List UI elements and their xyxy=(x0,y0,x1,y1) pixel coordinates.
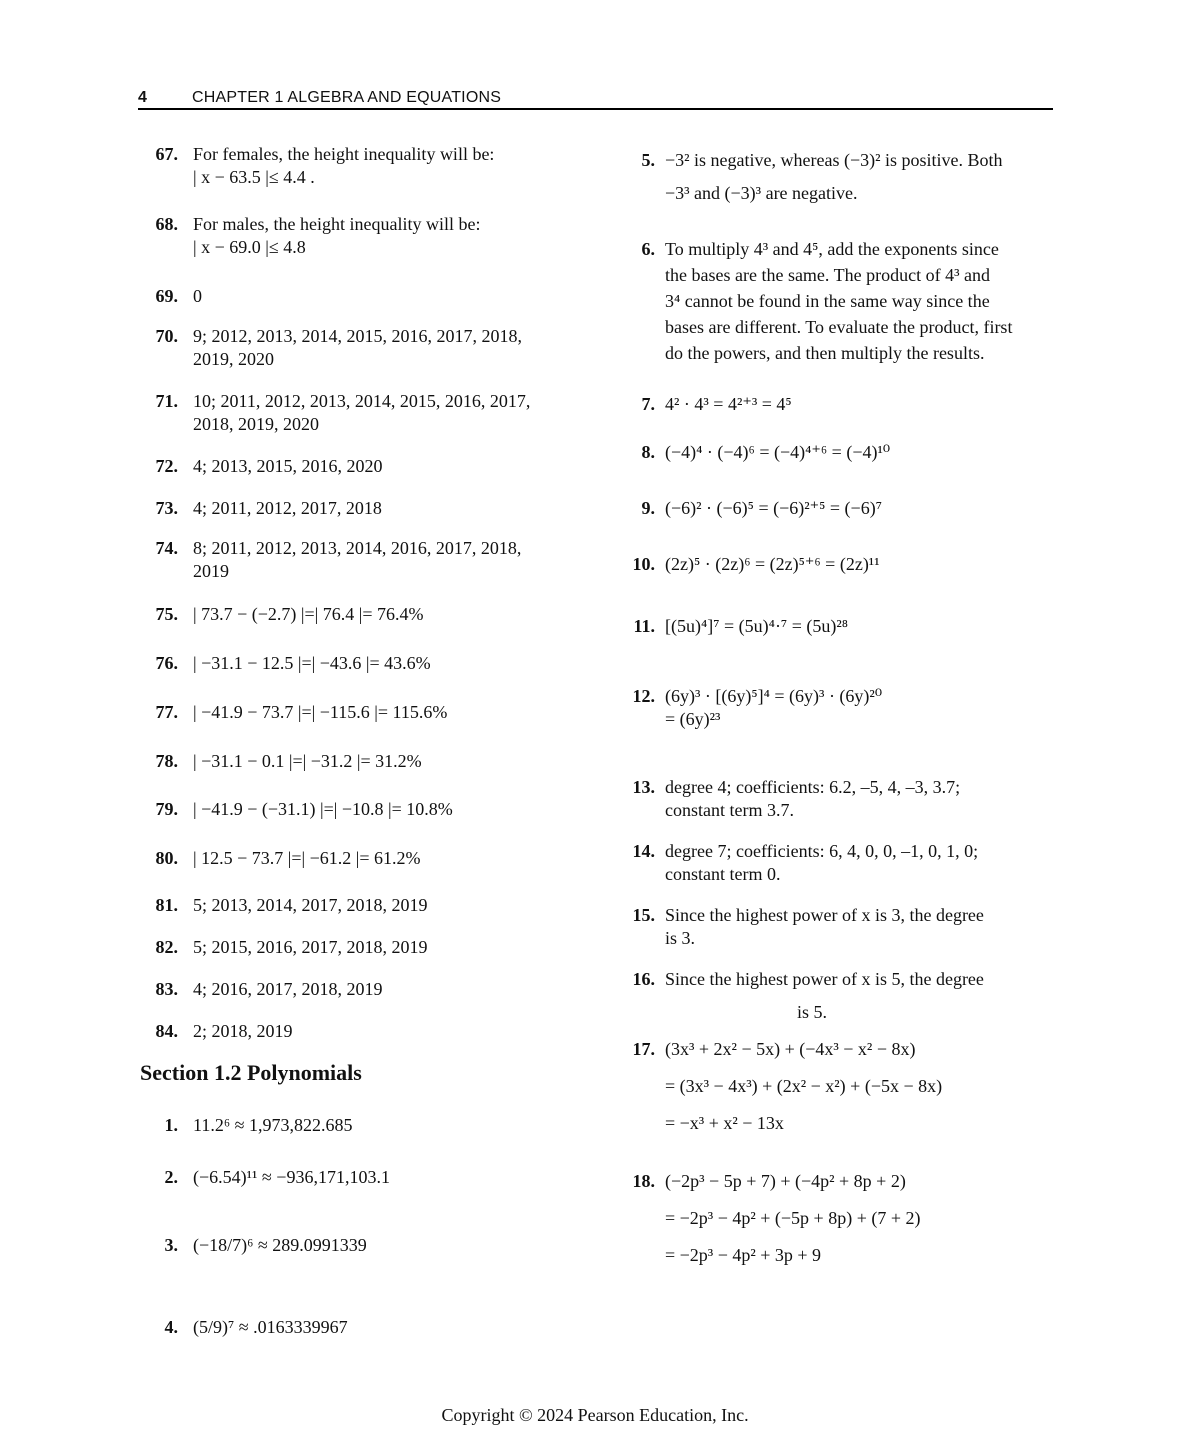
answer-line: = −2p³ − 4p² + 3p + 9 xyxy=(665,1245,822,1265)
problem-answer xyxy=(193,798,453,821)
answer-line: 4; 2011, 2012, 2017, 2018 xyxy=(193,498,382,518)
problem-number: 84. xyxy=(155,1021,178,1041)
problem-answer xyxy=(193,325,522,371)
answer-line: −3³ and (−3)³ are negative. xyxy=(665,183,858,203)
problem-number: 73. xyxy=(155,498,178,518)
problem-number: 2. xyxy=(164,1167,178,1187)
answer-line: 9; 2012, 2013, 2014, 2015, 2016, 2017, 2018, xyxy=(193,326,523,346)
answer-line: 3⁴ cannot be found in the same way since the xyxy=(665,291,990,311)
problem-number: 5. xyxy=(641,150,655,170)
answer-line: is 3. xyxy=(665,928,696,948)
answer-line: | x − 69.0 |≤ 4.8 xyxy=(193,237,306,257)
problem-answer xyxy=(665,904,984,950)
problem-number: 74. xyxy=(155,538,178,558)
problem-answer xyxy=(193,652,431,675)
problem-number: 78. xyxy=(155,751,178,771)
chapter-title: CHAPTER 1 ALGEBRA AND EQUATIONS xyxy=(192,89,502,106)
problem-number: 13. xyxy=(632,777,655,797)
answer-line: (−6)² · (−6)⁵ = (−6)²⁺⁵ = (−6)⁷ xyxy=(665,498,882,518)
answer-line: Since the highest power of x is 5, the degree xyxy=(665,969,984,989)
problem-number: 4. xyxy=(164,1317,178,1337)
problem-answer xyxy=(193,390,530,436)
problem-answer xyxy=(665,840,978,886)
page-number: 4 xyxy=(138,89,147,106)
problem-answer xyxy=(193,750,422,773)
problem-answer xyxy=(193,1234,367,1257)
problem-answer xyxy=(193,894,428,917)
problem-number: 76. xyxy=(155,653,178,673)
answer-line: 8; 2011, 2012, 2013, 2014, 2016, 2017, 2018, xyxy=(193,538,522,558)
problem-number: 11. xyxy=(633,616,655,636)
answer-line: 5; 2013, 2014, 2017, 2018, 2019 xyxy=(193,895,428,915)
problem-answer xyxy=(193,213,480,259)
problem-number: 71. xyxy=(155,391,178,411)
problem-number: 82. xyxy=(155,937,178,957)
problem-number: 69. xyxy=(155,286,178,306)
problem-answer xyxy=(193,603,424,626)
problem-answer xyxy=(193,497,382,520)
problem-answer xyxy=(665,1170,920,1267)
problem-answer xyxy=(665,553,880,576)
answer-line: 5; 2015, 2016, 2017, 2018, 2019 xyxy=(193,937,428,957)
problem-answer xyxy=(193,978,383,1001)
answer-line: (2z)⁵ · (2z)⁶ = (2z)⁵⁺⁶ = (2z)¹¹ xyxy=(665,554,880,574)
problem-answer xyxy=(665,685,882,731)
answer-line: | −31.1 − 12.5 |=| −43.6 |= 43.6% xyxy=(193,653,431,673)
problem-number: 70. xyxy=(155,326,178,346)
answer-line: Since the highest power of x is 3, the degree xyxy=(665,905,984,925)
answer-line: (6y)³ · [(6y)⁵]⁴ = (6y)³ · (6y)²⁰ xyxy=(665,686,883,706)
problem-answer xyxy=(193,701,447,724)
problem-answer xyxy=(665,393,792,416)
answer-line: For females, the height inequality will be: xyxy=(193,144,495,164)
problem-answer xyxy=(665,497,882,520)
problem-number: 79. xyxy=(155,799,178,819)
answer-line: do the powers, and then multiply the results. xyxy=(665,343,985,363)
answer-line: To multiply 4³ and 4⁵, add the exponents since xyxy=(665,239,999,259)
answer-line: −3² is negative, whereas (−3)² is positive. Both xyxy=(665,150,1003,170)
answer-line: 2019 xyxy=(193,561,229,581)
answer-line: bases are different. To evaluate the product, first xyxy=(665,317,1013,337)
problem-number: 18. xyxy=(632,1171,655,1191)
problem-number: 67. xyxy=(155,144,178,164)
answer-line: (5/9)⁷ ≈ .0163339967 xyxy=(193,1317,348,1337)
problem-number: 80. xyxy=(155,848,178,868)
answer-line: 4; 2013, 2015, 2016, 2020 xyxy=(193,456,383,476)
problem-number: 68. xyxy=(155,214,178,234)
problem-number: 14. xyxy=(632,841,655,861)
answer-line: | −31.1 − 0.1 |=| −31.2 |= 31.2% xyxy=(193,751,422,771)
problem-answer xyxy=(193,1316,348,1339)
answer-line: | 73.7 − (−2.7) |=| 76.4 |= 76.4% xyxy=(193,604,424,624)
page-header xyxy=(138,87,1053,110)
answer-line: degree 4; coefficients: 6.2, –5, 4, –3, 3.7; xyxy=(665,777,961,797)
problem-number: 7. xyxy=(641,394,655,414)
problem-answer xyxy=(665,149,1003,205)
answer-line: | x − 63.5 |≤ 4.4 . xyxy=(193,167,315,187)
problem-answer xyxy=(193,285,202,308)
answer-line: 2; 2018, 2019 xyxy=(193,1021,293,1041)
answer-line: = (6y)²³ xyxy=(665,709,721,729)
problem-number: 72. xyxy=(155,456,178,476)
section-title: Section 1.2 Polynomials xyxy=(140,1060,362,1085)
problem-answer xyxy=(193,1020,293,1043)
problem-number: 16. xyxy=(632,969,655,989)
answer-line: | 12.5 − 73.7 |=| −61.2 |= 61.2% xyxy=(193,848,421,868)
answer-line: (−6.54)¹¹ ≈ −936,171,103.1 xyxy=(193,1167,390,1187)
problem-answer xyxy=(193,143,494,189)
answer-line: 4; 2016, 2017, 2018, 2019 xyxy=(193,979,383,999)
problem-answer xyxy=(665,615,848,638)
problem-number: 77. xyxy=(155,702,178,722)
answer-line: (−4)⁴ · (−4)⁶ = (−4)⁴⁺⁶ = (−4)¹⁰ xyxy=(665,442,891,462)
problem-number: 9. xyxy=(641,498,655,518)
answer-line: 0 xyxy=(193,286,202,306)
problem-number: 81. xyxy=(155,895,178,915)
problem-number: 3. xyxy=(164,1235,178,1255)
answer-line: is 5. xyxy=(797,1002,828,1022)
answer-line: (3x³ + 2x² − 5x) + (−4x³ − x² − 8x) xyxy=(665,1039,916,1059)
problem-answer xyxy=(665,441,890,464)
problem-answer xyxy=(193,1166,390,1189)
answer-line: = −2p³ − 4p² + (−5p + 8p) + (7 + 2) xyxy=(665,1208,921,1228)
problem-number: 12. xyxy=(632,686,655,706)
answer-line: (−18/7)⁶ ≈ 289.0991339 xyxy=(193,1235,367,1255)
problem-number: 8. xyxy=(641,442,655,462)
answer-line: 4² · 4³ = 4²⁺³ = 4⁵ xyxy=(665,394,792,414)
problem-answer xyxy=(193,936,428,959)
answer-line: For males, the height inequality will be: xyxy=(193,214,481,234)
problem-number: 10. xyxy=(632,554,655,574)
answer-line: 2018, 2019, 2020 xyxy=(193,414,319,434)
problem-answer xyxy=(193,1114,353,1137)
answer-line: the bases are the same. The product of 4³ and xyxy=(665,265,990,285)
answer-line: | −41.9 − 73.7 |=| −115.6 |= 115.6% xyxy=(193,702,448,722)
problem-number: 1. xyxy=(164,1115,178,1135)
answer-line: 10; 2011, 2012, 2013, 2014, 2015, 2016, 2017, xyxy=(193,391,531,411)
problem-answer xyxy=(665,776,960,822)
answer-line: 11.2⁶ ≈ 1,973,822.685 xyxy=(193,1115,353,1135)
problem-answer xyxy=(665,1038,942,1135)
copyright-footer: Copyright © 2024 Pearson Education, Inc. xyxy=(441,1405,749,1425)
answer-line: (−2p³ − 5p + 7) + (−4p² + 8p + 2) xyxy=(665,1171,906,1191)
answer-line: [(5u)⁴]⁷ = (5u)⁴·⁷ = (5u)²⁸ xyxy=(665,616,849,636)
answer-line: = −x³ + x² − 13x xyxy=(665,1113,784,1133)
problem-number: 17. xyxy=(632,1039,655,1059)
problem-number: 6. xyxy=(641,239,655,259)
answer-line: degree 7; coefficients: 6, 4, 0, 0, –1, 0, 1, 0; xyxy=(665,841,979,861)
problem-answer xyxy=(665,968,984,1024)
problem-number: 75. xyxy=(155,604,178,624)
answer-line: | −41.9 − (−31.1) |=| −10.8 |= 10.8% xyxy=(193,799,453,819)
problem-answer xyxy=(193,847,421,870)
problem-number: 15. xyxy=(632,905,655,925)
problem-answer xyxy=(193,455,383,478)
problem-answer xyxy=(193,537,521,583)
answer-line: 2019, 2020 xyxy=(193,349,274,369)
problem-number: 83. xyxy=(155,979,178,999)
answer-line: constant term 3.7. xyxy=(665,800,794,820)
problem-answer xyxy=(665,238,1012,365)
answer-line: = (3x³ − 4x³) + (2x² − x²) + (−5x − 8x) xyxy=(665,1076,943,1096)
answer-line: constant term 0. xyxy=(665,864,781,884)
